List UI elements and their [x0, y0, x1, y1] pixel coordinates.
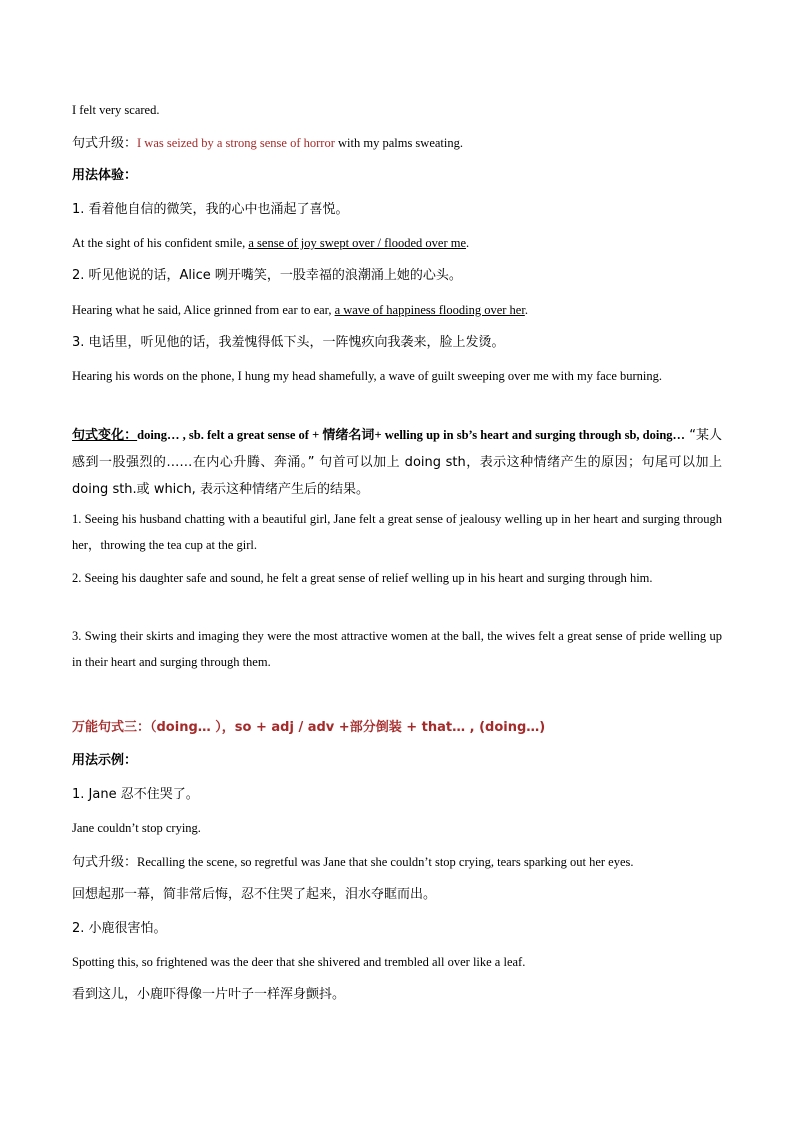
variation-label: 句式变化：	[72, 428, 138, 443]
section-heading-practice: 用法体验：	[72, 168, 138, 183]
practice-2-zh: 2. 听见他说的话，Alice 咧开嘴笑，一股幸福的浪潮涌上她的心头。	[72, 268, 462, 283]
upgrade-label: 句式升级：	[72, 136, 138, 151]
upgrade-highlight: I was seized by a strong sense of horror	[137, 136, 335, 150]
example-2-translation: 看到这儿，小鹿吓得像一片叶子一样浑身颤抖。	[72, 987, 346, 1002]
variation-example-3: 3. Swing their skirts and imaging they were the most attractive women at the ball, the wives felt a great sense of pride welling up in their heart and surging through them.	[72, 629, 722, 669]
section-heading-pattern-3: 万能句式三：（doing… ），so + adj / adv +部分倒装 + that… , (doing…)	[72, 720, 546, 735]
upgrade-rest: with my palms sweating.	[334, 136, 463, 150]
example-1-upgrade-zh: 回想起那一幕，简非常后悔，忍不住哭了起来，泪水夺眶而出。	[72, 887, 437, 902]
practice-1-answer: a sense of joy swept over / flooded over me	[248, 236, 467, 250]
sentence-upgrade	[72, 130, 722, 157]
practice-2-answer: a wave of happiness flooding over her	[334, 303, 525, 317]
variation-example-1: 1. Seeing his husband chatting with a beautiful girl, Jane felt a great sense of jealousy welling up in her heart and surging through her，throwing the tea cup at the girl.	[72, 512, 722, 552]
practice-3-en: Hearing his words on the phone, I hung my head shamefully, a wave of guilt sweeping over me with my face burning.	[72, 369, 663, 383]
practice-2-en: Hearing what he said, Alice grinned from ear to ear, a wave of happiness flooding over her.	[72, 303, 528, 317]
practice-3-zh: 3. 电话里，听见他的话，我羞愧得低下头，一阵愧疚向我袭来，脸上发烫。	[72, 335, 505, 350]
example-2-en: Spotting this, so frightened was the deer that she shivered and trembled all over like a leaf.	[72, 955, 526, 969]
practice-1-en: At the sight of his confident smile, a sense of joy swept over / flooded over me.	[72, 236, 470, 250]
example-1-en: Jane couldn’t stop crying.	[72, 821, 201, 835]
sentence-original: I felt very scared.	[72, 103, 160, 117]
section-heading-examples: 用法示例：	[72, 753, 138, 768]
example-1-zh: 1. Jane 忍不住哭了。	[72, 787, 199, 802]
example-2-zh: 2. 小鹿很害怕。	[72, 921, 167, 936]
pattern-variation: 句式变化：doing… , sb. felt a great sense of + 情绪名词+ welling up in sb’s heart and surging through sb, doing… “某人感到一股强烈的……在内心升腾、奔涌。” 句首可以加上 doing sth，表示这种情绪产生的原因；句尾可以加上 doing sth.或 which, 表示这种情绪产生后的结果。	[72, 428, 722, 497]
practice-1-zh: 1. 看着他自信的微笑，我的心中也涌起了喜悦。	[72, 202, 349, 217]
example-1-upgrade: 句式升级：Recalling the scene, so regretful was Jane that she couldn’t stop crying, tears sparking out her eyes.	[72, 855, 634, 870]
variation-example-2: 2. Seeing his daughter safe and sound, he felt a great sense of relief welling up in his heart and surging through him.	[72, 571, 653, 585]
